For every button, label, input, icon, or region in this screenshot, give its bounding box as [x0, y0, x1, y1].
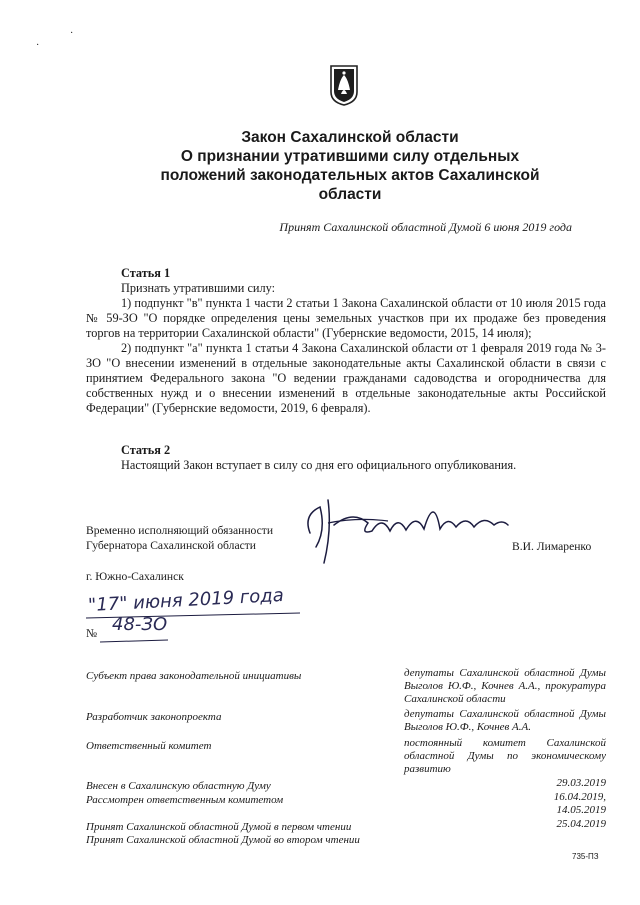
article-1-heading: Статья 1 [121, 266, 171, 280]
developer-value: депутаты Сахалинской областной Думы Выголов Ю.Ф., Кочнев А.А. [404, 708, 606, 733]
article-1-intro: Признать утратившими силу: [121, 281, 276, 295]
reviewed-label: Рассмотрен ответственным комитетом [86, 794, 284, 806]
signatory-position-line: Временно исполняющий обязанности [86, 524, 274, 537]
signatory-position-line: Губернатора Сахалинской области [86, 539, 257, 552]
footer-code: 735-ПЗ [572, 852, 599, 861]
article-2-text: Настоящий Закон вступает в силу со дня его официального опубликования. [121, 458, 517, 472]
article-2 [86, 443, 606, 473]
scan-speck: · [36, 40, 40, 51]
coat-of-arms-icon [330, 64, 358, 106]
introduced-label: Внесен в Сахалинскую областную Думу [86, 780, 271, 792]
adoption-note: Принят Сахалинской областной Думой 6 июня 2019 года [279, 220, 572, 234]
law-subject-line: О признании утратившими силу отдельных [180, 148, 520, 165]
number-underline [100, 638, 170, 644]
article-1-item-1: 1) подпункт "в" пункта 1 части 2 статьи 1 Закона Сахалинской области от 10 июля 2015 года № 59-ЗО "О порядке определения цены земельных участков при их продаже без проведения торгов на территории Сахалинской области" (Губернские ведомости, 2015, 14 июля); [86, 296, 606, 340]
scan-speck: · [70, 28, 74, 39]
law-number: 48-ЗО [112, 614, 168, 635]
handwritten-date: "17" июня 2019 года [87, 584, 285, 617]
law-title: Закон Сахалинской области [241, 129, 459, 146]
article-1-item-2: 2) подпункт "а" пункта 1 статьи 4 Закона Сахалинской области от 1 февраля 2019 года № 3-ЗО "О внесении изменений в отдельные законодательные акты Сахалинской области в связи с принятием Федерального закона "О ведении гражданами садоводства и огородничества для собственных нужд и о внесении изменений в отдельные законодательные акты Российской Федерации" (Губернские ведомости, 2019, 6 февраля). [86, 341, 606, 415]
law-number-label: № [86, 627, 98, 640]
handwritten-signature [298, 485, 513, 565]
signatory-position [86, 523, 273, 553]
second-reading-label: Принят Сахалинской областной Думой во втором чтении [86, 834, 360, 846]
subject-value: депутаты Сахалинской областной Думы Выголов Ю.Ф., Кочнев А.А., прокуратура Сахалинской области [404, 667, 606, 705]
place-of-signing: г. Южно-Сахалинск [86, 570, 184, 583]
committee-label: Ответственный комитет [86, 740, 212, 752]
law-subject-line: положений законодательных актов Сахалинской [160, 167, 540, 184]
reviewed-date: 14.05.2019 [556, 804, 606, 816]
subject-label: Субъект права законодательной инициативы [86, 670, 302, 682]
reviewed-date: 16.04.2019, [553, 791, 606, 803]
law-subject-line: области [318, 186, 382, 203]
committee-value: постоянный комитет Сахалинской областной Думы по экономическому развитию [404, 737, 606, 775]
article-1 [86, 266, 606, 416]
developer-label: Разработчик законопроекта [86, 711, 222, 723]
introduced-date: 29.03.2019 [556, 777, 606, 789]
signatory-name: В.И. Лимаренко [512, 540, 592, 553]
first-reading-label: Принят Сахалинской областной Думой в первом чтении [86, 821, 352, 833]
first-reading-date: 25.04.2019 [556, 818, 606, 830]
article-2-heading: Статья 2 [121, 443, 171, 457]
